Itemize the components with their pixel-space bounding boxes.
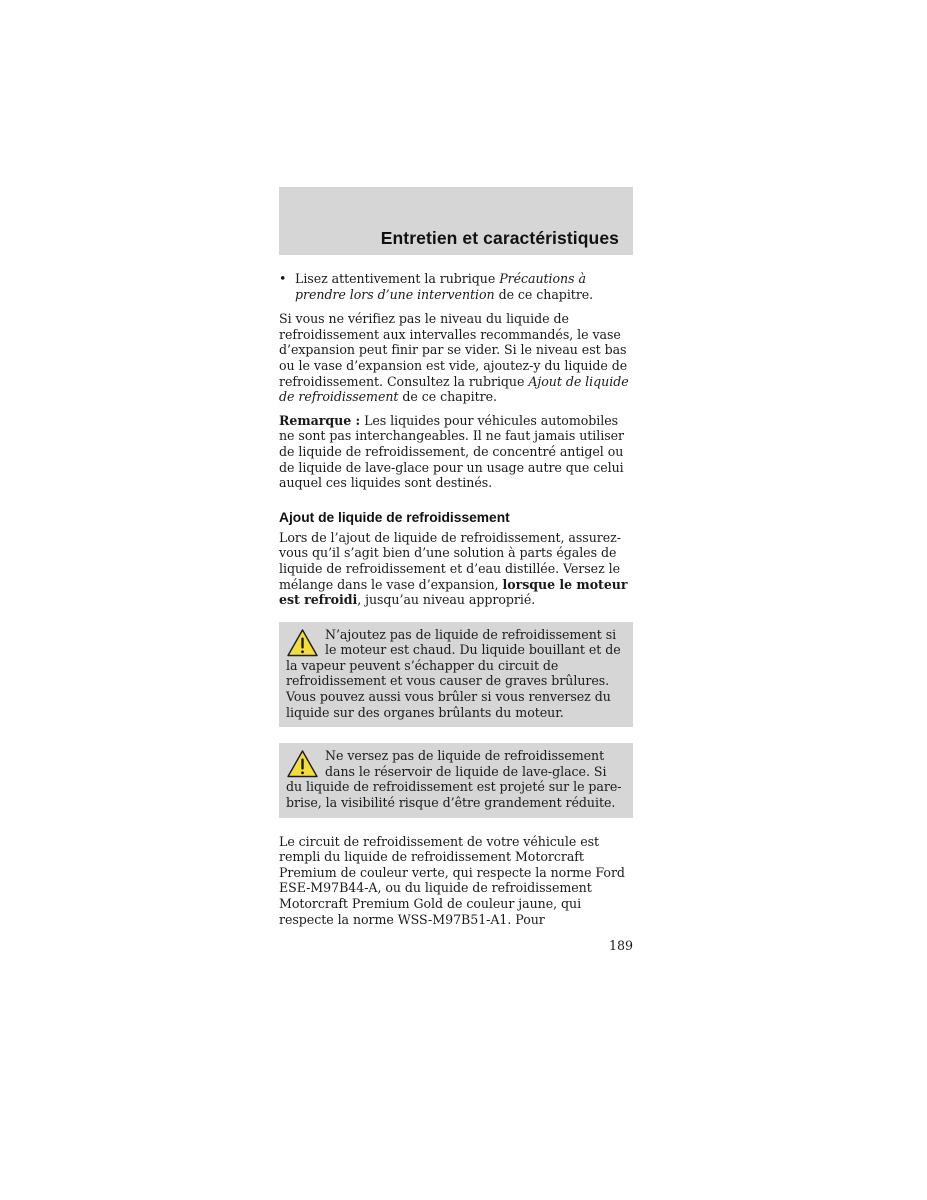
page-title: Entretien et caractéristiques [380, 228, 619, 248]
paragraph-suffix: de ce chapitre. [398, 389, 497, 405]
bullet-item [279, 271, 633, 302]
warning-text: N’ajoutez pas de liquide de refroidissement si le moteur est chaud. Du liquide bouillant et de la vapeur peuvent s’échapper du circuit de refroidissement et vous causer de graves brûlures. Vous pouvez aussi vous brûler si vous renversez du liquide sur des organes brûlants du moteur. [286, 626, 621, 720]
warning-text: Ne versez pas de liquide de refroidissement dans le réservoir de liquide de lave-glace. Si du liquide de refroidissement est projeté sur le pare-brise, la visibilité risque d’être grandement réduite. [286, 748, 622, 811]
section-bold-text: lorsque le moteur est refroidi [279, 576, 628, 608]
section-header-band [279, 187, 633, 255]
bullet-text [295, 271, 633, 302]
paragraph-coolant-circuit: Le circuit de refroidissement de votre véhicule est rempli du liquide de refroidissement Motorcraft Premium de couleur verte, qui respecte la norme Ford ESE-M97B44-A, ou du liquide de refroidissement Motorcraft Premium Gold de couleur jaune, qui respecte la norme WSS-M97B51-A1. Pour [279, 833, 625, 927]
bullet-symbol: • [279, 271, 287, 286]
warning-box [279, 622, 633, 728]
section-heading: Ajout de liquide de refroidissement [279, 509, 510, 525]
page-number: 189 [608, 938, 633, 954]
section-text: Lors de l’ajout de liquide de refroidissement, assurez-vous qu’il s’agit bien d’une solution à parts égales de liquide de refroidissement et d’eau distillée. Versez le mélange dans le vase d’expansion, [279, 529, 621, 592]
manual-page [279, 187, 633, 953]
bullet-suffix: de ce chapitre. [494, 286, 594, 302]
section-paragraph [279, 530, 633, 608]
paragraph-text: Si vous ne vérifiez pas le niveau du liquide de refroidissement aux intervalles recommandés, le vase d’expansion peut finir par se vider. Si le niveau est bas ou le vase d’expansion est vide, ajoutez-y du liquide de refroidissement. Consultez la rubrique [279, 311, 628, 389]
warning-triangle-icon [286, 749, 319, 779]
warning-triangle-icon [286, 628, 319, 658]
note-text: Les liquides pour véhicules automobiles ne sont pas interchangeables. Il ne faut jamais utiliser de liquide de refroidissement, de concentré antigel ou de liquide de lave-glace pour un usage autre que celui auquel ces liquides sont destinés. [279, 412, 624, 491]
paragraph-coolant-level [279, 311, 633, 405]
bullet-prefix: Lisez attentivement la rubrique [295, 271, 500, 286]
bullet-italic-reference: Précautions à prendre lors d’une intervention [295, 271, 586, 302]
warning-box [279, 743, 633, 817]
paragraph-italic-reference: Ajout de liquide de refroidissement [279, 373, 629, 405]
note-label: Remarque : [279, 412, 361, 428]
section-suffix: , jusqu’au niveau approprié. [357, 592, 536, 608]
note-paragraph [279, 413, 633, 491]
